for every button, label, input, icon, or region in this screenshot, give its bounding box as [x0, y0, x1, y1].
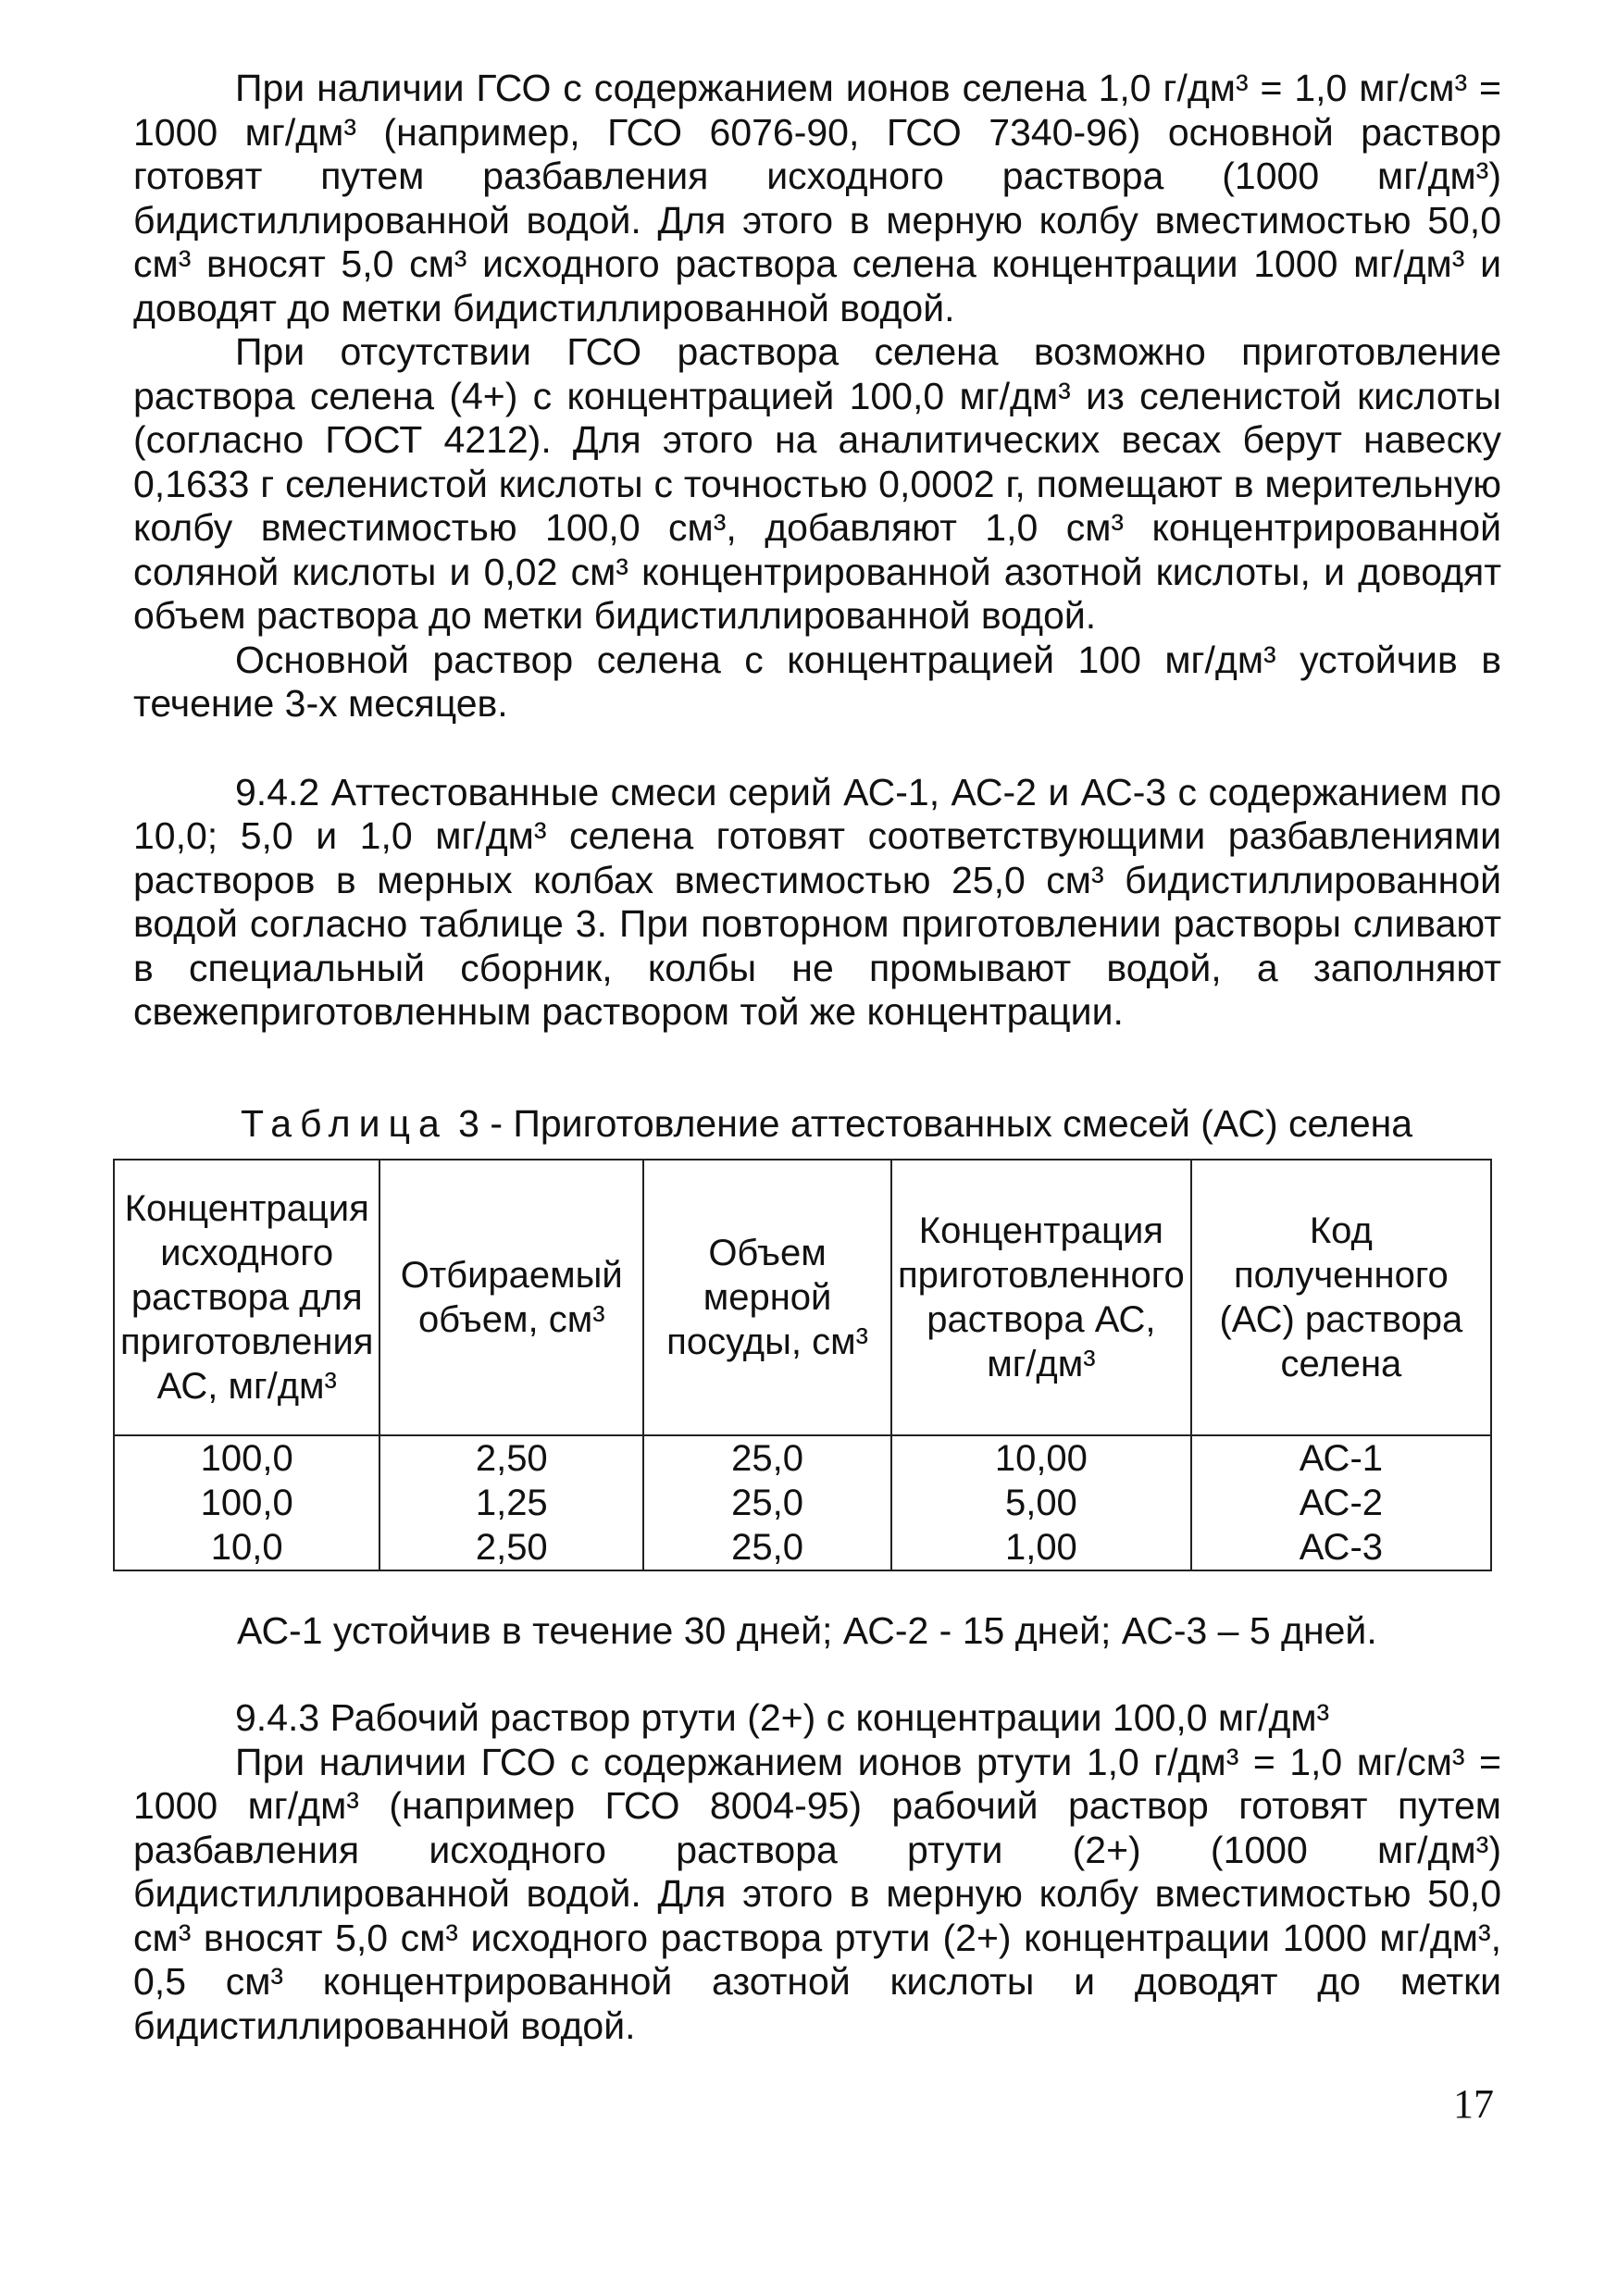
- header-source-concentration: Концентрация исходного раствора для приготовления АС, мг/дм³: [114, 1160, 379, 1435]
- header-flask-volume: Объем мерной посуды, см³: [643, 1160, 891, 1435]
- table-cell: 100,0: [114, 1481, 379, 1525]
- table-cell: 2,50: [379, 1525, 643, 1570]
- paragraph-942: 9.4.2 Аттестованные смеси серий АС-1, АС-2 и АС-3 с содержанием по 10,0; 5,0 и 1,0 мг/дм³ селена готовят соответствующими разбавлениями растворов в мерных колбах вместимостью 25,0 см³ бидистиллированной водой согласно таблице 3. При повторном приготовлении растворы сливают в специальный сборник, колбы не промывают водой, а заполняют свежеприготовленным раствором той же концентрации.: [133, 770, 1501, 1033]
- header-code: Код полученного (АС) раствора селена: [1191, 1160, 1491, 1435]
- table-cell: АС-1: [1191, 1435, 1491, 1481]
- table-caption: [241, 1101, 1412, 1146]
- heading-943: 9.4.3 Рабочий раствор ртути (2+) с концентрации 100,0 мг/дм³: [235, 1696, 1330, 1739]
- table-cell: 25,0: [643, 1481, 891, 1525]
- table-cell: 10,0: [114, 1525, 379, 1570]
- table-header-row: [114, 1160, 1491, 1435]
- table-cell: 100,0: [114, 1435, 379, 1481]
- paragraph-gso-selenium: При наличии ГСО с содержанием ионов селена 1,0 г/дм³ = 1,0 мг/см³ = 1000 мг/дм³ (например, ГСО 6076-90, ГСО 7340-96) основной раствор готовят путем разбавления исходного раствора (1000 мг/дм³) бидистиллированной водой. Для этого в мерную колбу вместимостью 50,0 см³ вносят 5,0 см³ исходного раствора селена концентрации 1000 мг/дм³ и доводят до метки бидистиллированной водой.: [133, 67, 1501, 329]
- table-row: [114, 1481, 1491, 1525]
- table-cell: 1,00: [891, 1525, 1191, 1570]
- table-cell: 2,50: [379, 1435, 643, 1481]
- header-taken-volume: Отбираемый объем, см³: [379, 1160, 643, 1435]
- bottom-text-block: [133, 1696, 1501, 2048]
- table-cell: 25,0: [643, 1435, 891, 1481]
- table-caption-text: 3 - Приготовление аттестованных смесей (АС) селена: [458, 1102, 1413, 1145]
- paragraph-stability-main: Основной раствор селена с концентрацией 100 мг/дм³ устойчив в течение 3-х месяцев.: [133, 638, 1501, 725]
- top-text-block: [133, 67, 1501, 1035]
- paragraph-no-gso-selenium: При отсутствии ГСО раствора селена возможно приготовление раствора селена (4+) с концентрацией 100,0 мг/дм³ из селенистой кислоты (согласно ГОСТ 4212). Для этого на аналитических весах берут навеску 0,1633 г селенистой кислоты с точностью 0,0002 г, помещают в мерительную колбу вместимостью 100,0 см³, добавляют 1,0 см³ концентрированной соляной кислоты и 0,02 см³ концентрированной азотной кислоты, и доводят объем раствора до метки бидистиллированной водой.: [133, 330, 1501, 637]
- table-cell: АС-3: [1191, 1525, 1491, 1570]
- paragraph-943: При наличии ГСО с содержанием ионов ртути 1,0 г/дм³ = 1,0 мг/см³ = 1000 мг/дм³ (например ГСО 8004-95) рабочий раствор готовят путем разбавления исходного раствора ртути (2+) (1000 мг/дм³) бидистиллированной водой. Для этого в мерную колбу вместимостью 50,0 см³ вносят 5,0 см³ исходного раствора ртути (2+) концентрации 1000 мг/дм³, 0,5 см³ концентрированной азотной кислоты и доводят до метки бидистиллированной водой.: [133, 1740, 1501, 2047]
- preparation-table: [113, 1159, 1492, 1571]
- table-cell: АС-2: [1191, 1481, 1491, 1525]
- header-prepared-concentration: Концентрация приготовленного раствора АС, мг/дм³: [891, 1160, 1191, 1435]
- page-number: 17: [1453, 2081, 1494, 2127]
- table-cell: 10,00: [891, 1435, 1191, 1481]
- stability-note: АС-1 устойчив в течение 30 дней; АС-2 - 15 дней; АС-3 – 5 дней.: [237, 1609, 1377, 1652]
- table-cell: 5,00: [891, 1481, 1191, 1525]
- table-row: [114, 1435, 1491, 1481]
- table-cell: 25,0: [643, 1525, 891, 1570]
- table-caption-label: Таблица: [241, 1102, 448, 1145]
- table-cell: 1,25: [379, 1481, 643, 1525]
- table-row: [114, 1525, 1491, 1570]
